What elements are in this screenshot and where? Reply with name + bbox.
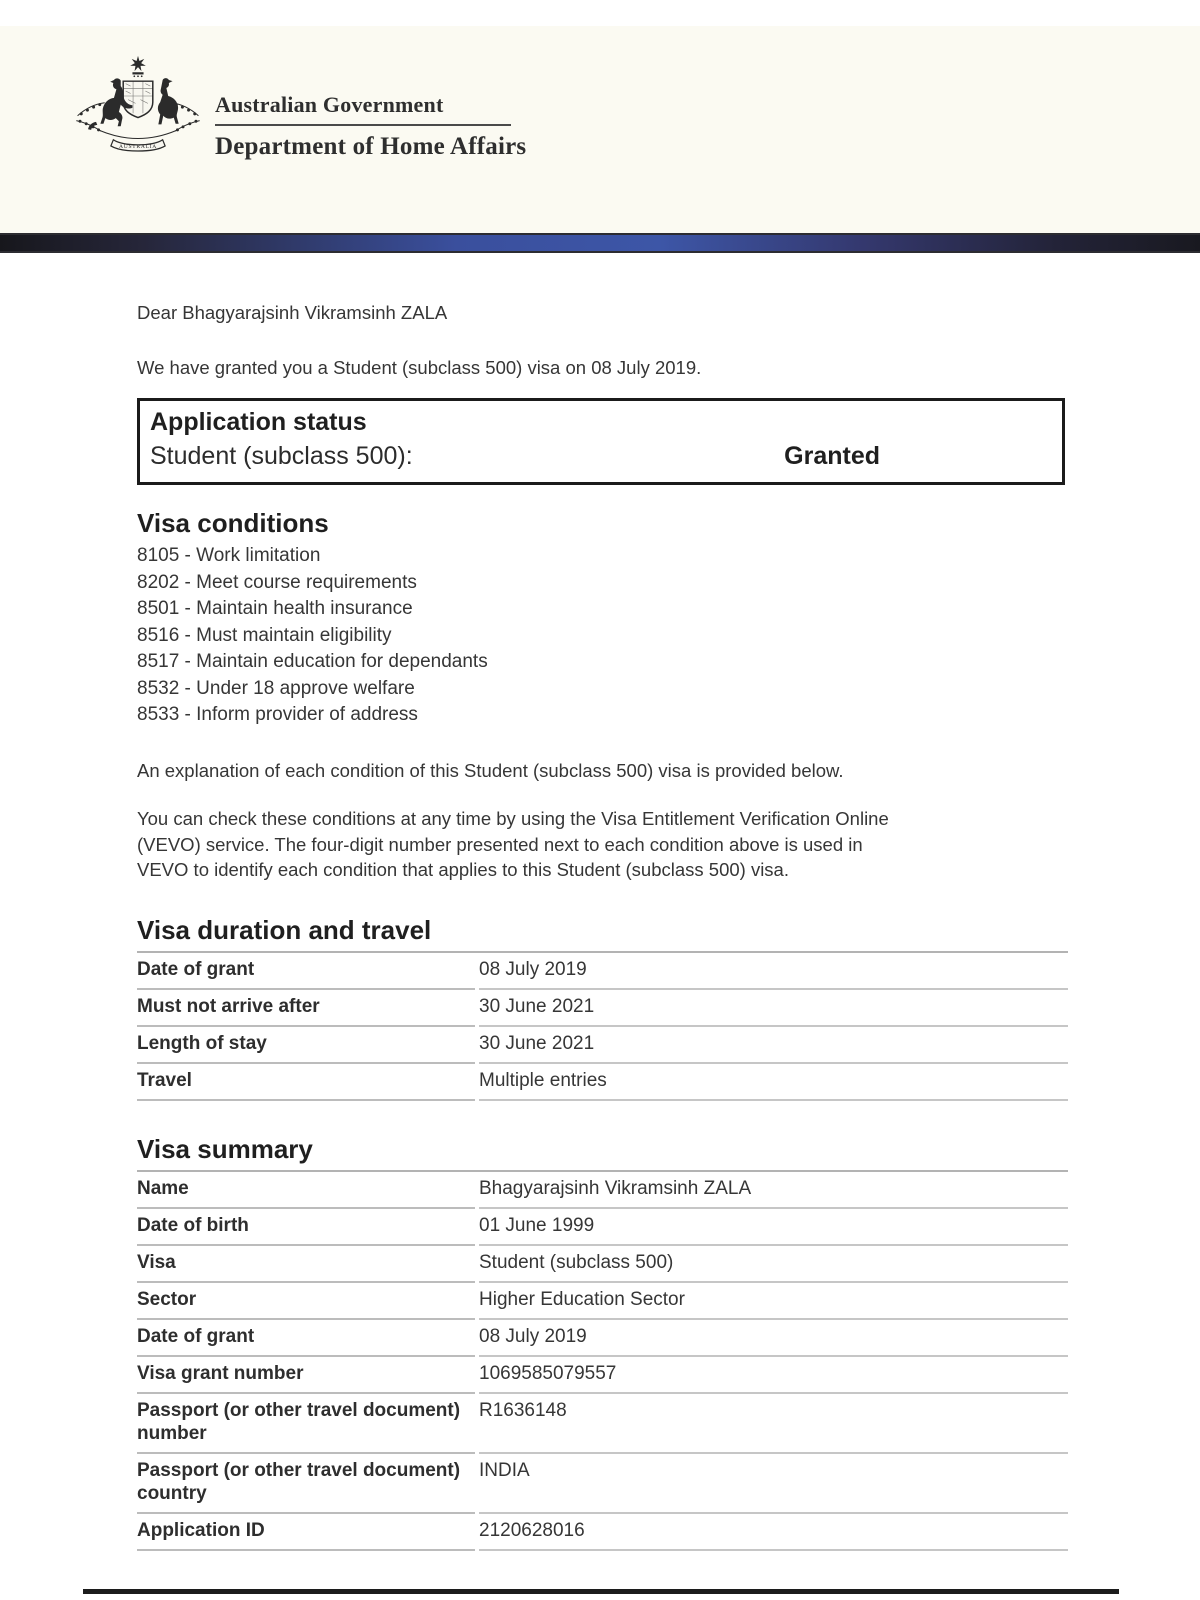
page-top-margin <box>0 0 1200 26</box>
visa-condition-item: 8105 - Work limitation <box>137 545 321 566</box>
conditions-explanation-line: An explanation of each condition of this Student (subclass 500) visa is provided below. <box>137 759 844 781</box>
table-row <box>137 1357 1068 1394</box>
vevo-paragraph-line: You can check these conditions at any time by using the Visa Entitlement Verification Online <box>137 808 889 829</box>
department-name: Department of Home Affairs <box>215 133 527 160</box>
row-label: Travel <box>137 1064 475 1101</box>
visa-condition-item: 8533 - Inform provider of address <box>137 704 418 725</box>
vevo-paragraph-line: (VEVO) service. The four-digit number presented next to each condition above is used in <box>137 833 863 855</box>
row-value: 08 July 2019 <box>479 953 1068 990</box>
visa-conditions-list <box>137 543 1068 729</box>
row-value: 1069585079557 <box>479 1357 1068 1394</box>
visa-condition-item: 8517 - Maintain education for dependants <box>137 651 488 672</box>
visa-summary-table <box>137 1170 1068 1551</box>
row-value: 01 June 1999 <box>479 1209 1068 1246</box>
table-row <box>137 1246 1068 1283</box>
application-status-box <box>137 398 1065 485</box>
visa-condition-item: 8202 - Meet course requirements <box>137 571 417 593</box>
vevo-paragraph-line: VEVO to identify each condition that applies to this Student (subclass 500) visa. <box>137 859 789 880</box>
row-label: Visa grant number <box>137 1357 475 1394</box>
row-value: INDIA <box>479 1454 1068 1514</box>
application-status-row <box>150 439 1052 473</box>
table-row <box>137 1064 1068 1101</box>
row-label: Date of grant <box>137 1320 475 1357</box>
row-label: Date of grant <box>137 953 475 990</box>
row-label: Passport (or other travel document) country <box>137 1454 475 1514</box>
table-row <box>137 1209 1068 1246</box>
row-label: Date of birth <box>137 1209 475 1246</box>
row-value: Higher Education Sector <box>479 1283 1068 1320</box>
row-label: Passport (or other travel document) number <box>137 1394 475 1454</box>
visa-duration-heading: Visa duration and travel <box>137 914 432 945</box>
row-label: Visa <box>137 1246 475 1283</box>
crest-banner-text: AUSTRALIA <box>118 144 158 151</box>
row-value: Bhagyarajsinh Vikramsinh ZALA <box>479 1172 1068 1209</box>
application-status-label: Student (subclass 500): <box>150 442 413 470</box>
greeting-line: Dear Bhagyarajsinh Vikramsinh ZALA <box>137 302 448 323</box>
table-row <box>137 1454 1068 1514</box>
visa-duration-table <box>137 951 1068 1101</box>
row-value: 30 June 2021 <box>479 990 1068 1027</box>
visa-summary-heading: Visa summary <box>137 1133 313 1164</box>
application-status-title: Application status <box>150 408 367 436</box>
table-row <box>137 1283 1068 1320</box>
row-label: Name <box>137 1172 475 1209</box>
application-status-value: Granted <box>784 442 880 470</box>
wordmark-divider <box>215 124 511 126</box>
table-row <box>137 1172 1068 1209</box>
table-row <box>137 1027 1068 1064</box>
table-row <box>137 1394 1068 1454</box>
row-label: Application ID <box>137 1514 475 1551</box>
letter-body <box>0 300 1068 1594</box>
visa-condition-item: 8516 - Must maintain eligibility <box>137 624 392 646</box>
row-value: R1636148 <box>479 1394 1068 1454</box>
visa-condition-item: 8501 - Maintain health insurance <box>137 598 413 619</box>
table-row <box>137 990 1068 1027</box>
table-row <box>137 953 1068 990</box>
grant-intro-line: We have granted you a Student (subclass 500) visa on 08 July 2019. <box>137 357 702 378</box>
row-label: Must not arrive after <box>137 990 475 1027</box>
government-wordmark <box>215 92 526 161</box>
row-value: Multiple entries <box>479 1064 1068 1101</box>
row-value: Student (subclass 500) <box>479 1246 1068 1283</box>
row-label: Length of stay <box>137 1027 475 1064</box>
vevo-paragraph <box>137 806 1068 883</box>
visa-condition-item: 8532 - Under 18 approve welfare <box>137 677 415 699</box>
page-footer-rule <box>83 1589 1119 1594</box>
row-value: 2120628016 <box>479 1514 1068 1551</box>
row-label: Sector <box>137 1283 475 1320</box>
header-gradient-band <box>0 233 1200 253</box>
letterhead <box>0 26 1200 233</box>
visa-conditions-heading: Visa conditions <box>137 508 329 538</box>
table-row <box>137 1320 1068 1357</box>
row-value: 08 July 2019 <box>479 1320 1068 1357</box>
row-value: 30 June 2021 <box>479 1027 1068 1064</box>
table-row <box>137 1514 1068 1551</box>
gov-title: Australian Government <box>215 92 444 117</box>
australian-coat-of-arms-icon <box>64 40 212 168</box>
